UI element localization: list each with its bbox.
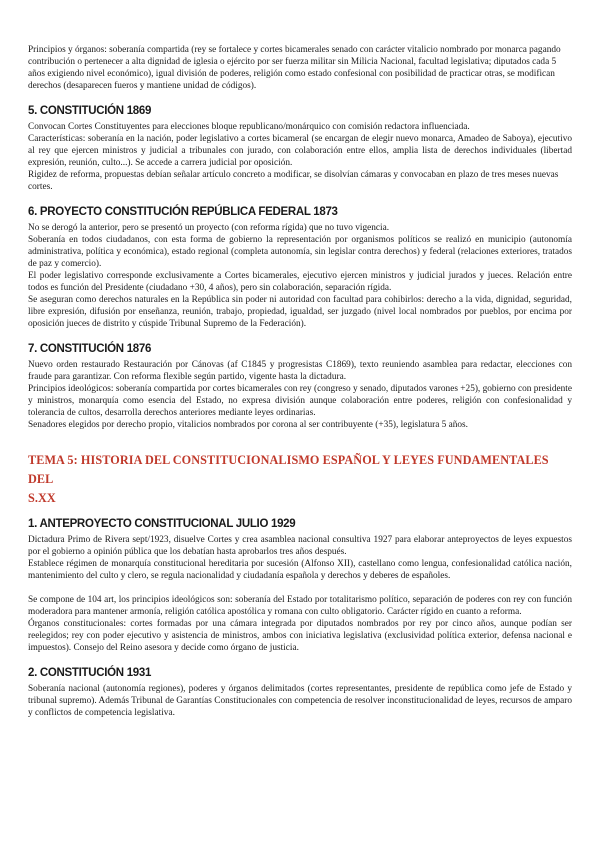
- paragraph: Órganos constitucionales: cortes formadas por una cámara integrada por diputados nombrados por rey por cinco años, aunque podían ser reelegidos; rey con poder ejecutivo y asistencia de ministros, ambos con iniciativa legislativa (exclusividad política exterior, defensa nacional e impuestos). Consejo del Reino asesora y decide como órgano de justicia.: [28, 619, 572, 653]
- section-heading-anteproyecto-1929: 1. ANTEPROYECTO CONSTITUCIONAL JULIO 1929: [28, 518, 296, 530]
- section-heading-proyecto-republica-federal-1873: 6. PROYECTO CONSTITUCIÓN REPÚBLICA FEDERAL 1873: [28, 206, 338, 218]
- paragraph: No se derogó la anterior, pero se presentó un proyecto (con reforma rígida) que no tuvo vigencia.: [28, 223, 390, 233]
- paragraph: Soberanía nacional (autonomía regiones), poderes y órganos delimitados (cortes representantes, presidente de república como jefe de Estado y tribunal supremo). Además Tribunal de Garantías Constitucionales con competencia de resolver inconstitucionalidad de leyes, recursos de amparo y conflictos de competencia legislativa.: [28, 684, 572, 718]
- topic-title-line-2: S.XX: [28, 491, 56, 505]
- paragraph: Establece régimen de monarquía constitucional hereditaria por sucesión (Alfonso XII), castellano como lengua, confesionalidad católica nación, mantenimiento del culto y clero, se regula nacionalidad y ciudadanía española y derechos y deberes de españoles.: [28, 559, 572, 581]
- paragraph: El poder legislativo corresponde exclusivamente a Cortes bicamerales, ejecutivo ejercen ministros y judicial jurados y jueces. Relación entre todos es función del Presidente (ciudadano +30, 4 años), pero sin colaboración, separación rígida.: [28, 271, 572, 293]
- section-heading-constitucion-1876: 7. CONSTITUCIÓN 1876: [28, 343, 152, 355]
- paragraph: Convocan Cortes Constituyentes para elecciones bloque republicano/monárquico con comisión redactora influenciada.: [28, 122, 470, 132]
- paragraph: Nuevo orden restaurado Restauración por Cánovas (af C1845 y progresistas C1869), texto reuniendo asamblea para redactar, elecciones con fraude para garantizar. Con reforma flexible según partido, vigente hasta la dictadura.: [28, 360, 572, 382]
- paragraph: Se compone de 104 art, los principios ideológicos son: soberanía del Estado por totalitarismo político, separación de poderes con rey con función moderadora para mantener armonía, religión católica apostólica y romana con culto obligatorio. Carácter rígido en cuanto a reforma.: [28, 595, 572, 617]
- section-heading-constitucion-1931: 2. CONSTITUCIÓN 1931: [28, 667, 152, 679]
- paragraph: Principios ideológicos: soberanía compartida por cortes bicamerales con rey (congreso y senado, diputados varones +25), gobierno con presidente y ministros, monarquía como esencia del Estado, no expresa división aunque colaboración entre poderes, religión con confesionalidad y tolerancia de cultos, desarrolla derechos anteriores mediante leyes ordinarias.: [28, 384, 572, 418]
- paragraph: Senadores elegidos por derecho propio, vitalicios nombrados por corona al ser contribuyente (+35), legislatura 5 años.: [28, 420, 469, 430]
- paragraph: Rigidez de reforma, propuestas debían señalar artículo concreto a modificar, se disolvían cámaras y convocaban en plazo de tres meses nuevas cortes.: [28, 170, 559, 192]
- section-heading-constitucion-1869: 5. CONSTITUCIÓN 1869: [28, 105, 152, 117]
- topic-title: [28, 451, 572, 508]
- paragraph: Características: soberanía en la nación, poder legislativo a cortes bicameral (se encargan de elegir nuevo monarca, Amadeo de Saboya), ejecutivo al rey que ejercen ministros y judicial a tribunales con jurado, con colaboración entre ellos, amplia lista de derechos individuales (libertad expresión, reunión, culto...). Se accede a carrera judicial por oposición.: [28, 134, 572, 168]
- intro-paragraph: Principios y órganos: soberanía compartida (rey se fortalece y cortes bicamerales senado con carácter vitalicio nombrado por monarca pagando contribución o pertenecer a alta dignidad de iglesia o ejército por ser fuerza militar sin Milicia Nacional, facultad legislativa; diputados cada 5 años exigiendo nivel económico), igual división de poderes, religión como estado confesional con posibilidad de practicar otras, se modifican derechos (desaparecen fueros y mantiene unidad de códigos).: [28, 45, 561, 91]
- paragraph: Dictadura Primo de Rivera sept/1923, disuelve Cortes y crea asamblea nacional consultiva 1927 para elaborar anteproyectos de leyes expuestos por el gobierno a opinión pública que los debatían hasta aprobarlos tres años después.: [28, 535, 572, 557]
- paragraph: Se aseguran como derechos naturales en la República sin poder ni autoridad con facultad para cohibirlos: derecho a la vida, dignidad, seguridad, libre expresión, difusión por enseñanza, reunión, trabajo, propiedad, igualdad, ser juzgado (nivel local nombrados por pueblos, por encima por oposición jueces de distrito y cúspide Tribunal Supremo de la Federación).: [28, 295, 572, 329]
- topic-title-line-1: TEMA 5: HISTORIA DEL CONSTITUCIONALISMO ESPAÑOL Y LEYES FUNDAMENTALES DEL: [28, 453, 549, 486]
- paragraph: Soberanía en todos ciudadanos, con esta forma de gobierno la representación por organismos políticos se realizó en municipio (autonomía administrativa, política y económica), estado regional (completa autonomía, sin legislar contra derechos) y federal (relaciones exteriores, tratados de paz y comercio).: [28, 235, 572, 269]
